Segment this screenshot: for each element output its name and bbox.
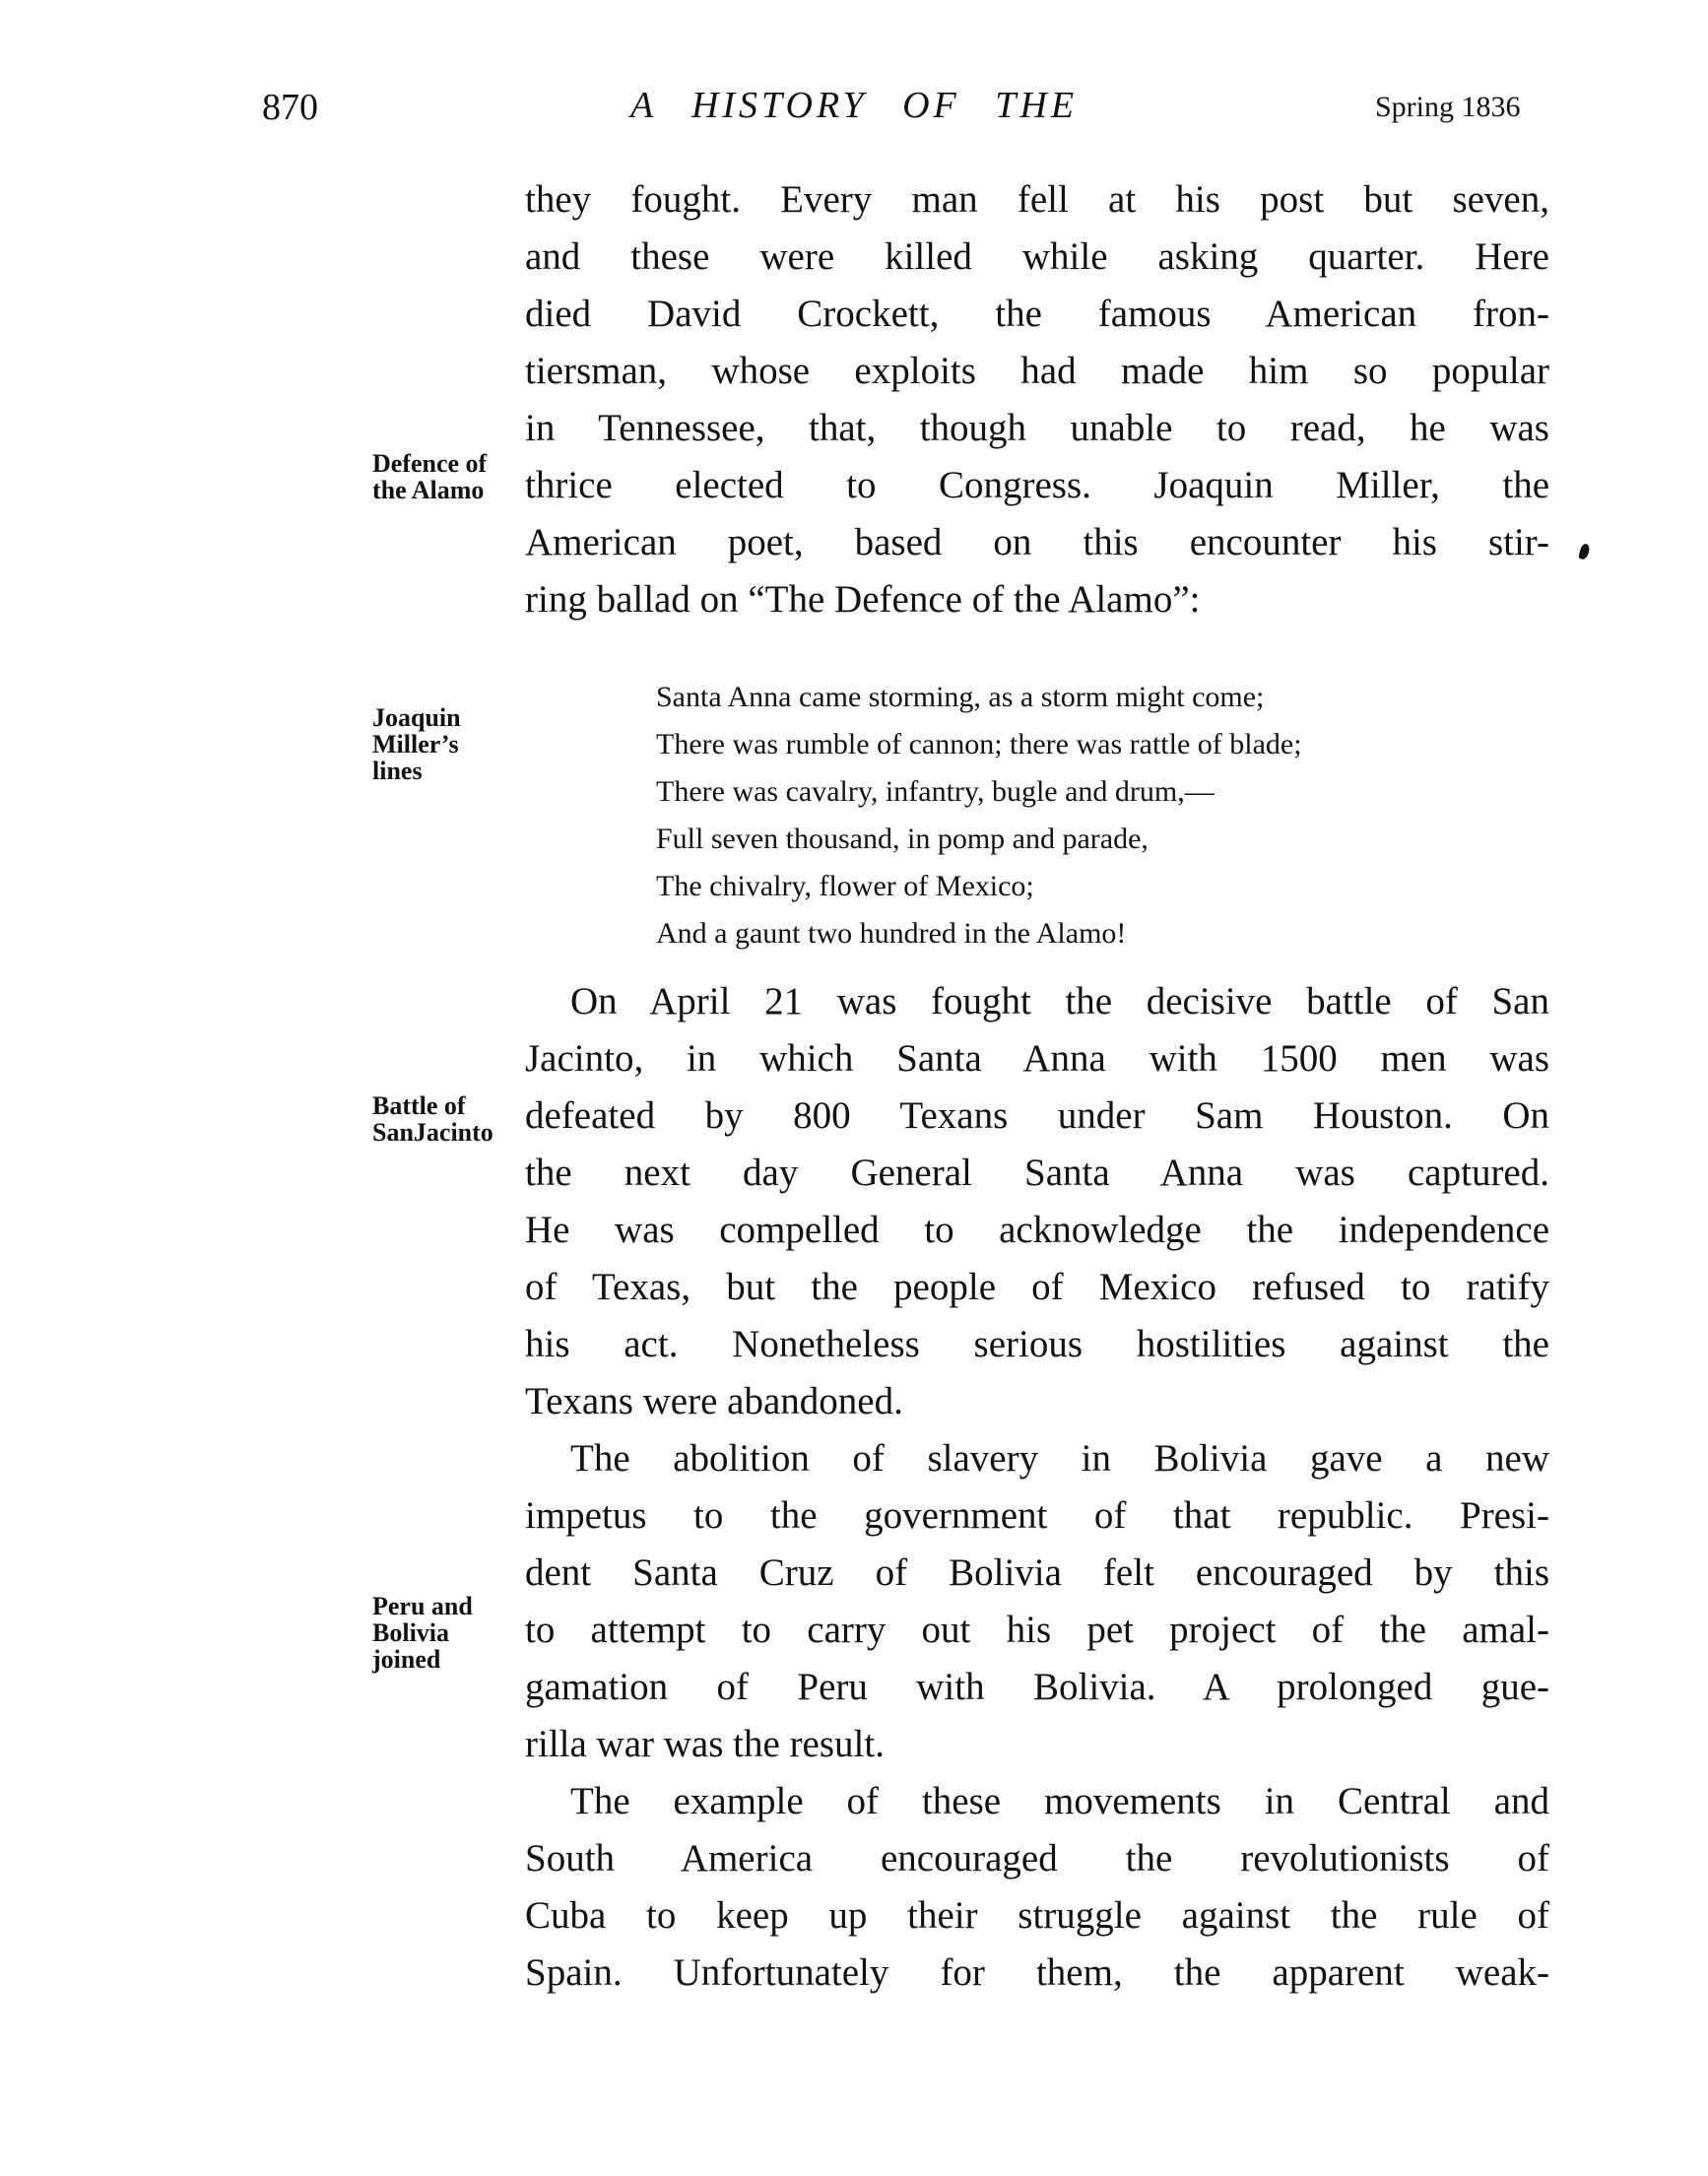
poem-defence-of-the-alamo-excerpt (656, 674, 1552, 957)
poem-line: The chivalry, flower of Mexico; (656, 870, 1034, 902)
body-text-line: Spain. Unfortunately for them, the apparent weak- (525, 1951, 1549, 1994)
poem-line: Full seven thousand, in pomp and parade, (656, 823, 1149, 855)
margin-note-line: Joaquin (372, 703, 461, 732)
body-text-line: Texans were abandoned. (525, 1380, 903, 1422)
body-text-line: to attempt to carry out his pet project of the amal- (525, 1609, 1549, 1651)
ink-speck-artifact (1578, 543, 1591, 560)
body-text-line: South America encouraged the revolutionists of (525, 1837, 1549, 1879)
body-text-line: On April 21 was fought the decisive battle of San (570, 980, 1549, 1022)
edition-date-label: Spring 1836 (1375, 91, 1521, 123)
margin-note-battle-of-san-jacinto (372, 1092, 522, 1146)
margin-note-line: the Alamo (372, 476, 485, 504)
margin-note-line: Miller’s (372, 730, 459, 758)
running-title: A HISTORY OF THE (629, 85, 1079, 126)
body-text-line: impetus to the government of that republic. Presi- (525, 1494, 1549, 1537)
body-text-line: the next day General Santa Anna was captured. (525, 1152, 1549, 1194)
poem-line: There was rumble of cannon; there was rattle of blade; (656, 728, 1302, 760)
paragraph-fall-of-the-alamo (525, 171, 1549, 628)
margin-note-line: Bolivia (372, 1618, 450, 1647)
body-text-line: He was compelled to acknowledge the independence (525, 1209, 1549, 1251)
body-text-line: they fought. Every man fell at his post but seven, (525, 178, 1549, 221)
page-number: 870 (262, 87, 318, 128)
body-text-line: ring ballad on “The Defence of the Alamo”: (525, 578, 1201, 621)
poem-line: And a gaunt two hundred in the Alamo! (656, 917, 1127, 950)
paragraph-peru-bolivia-amalgamation (525, 1430, 1549, 1773)
margin-note-peru-and-bolivia-joined (372, 1593, 522, 1673)
body-text-line: his act. Nonetheless serious hostilities against the (525, 1323, 1549, 1365)
poem-line: There was cavalry, infantry, bugle and drum,— (656, 775, 1215, 808)
margin-note-line: Battle of (372, 1091, 466, 1120)
margin-note-line: lines (372, 757, 423, 785)
body-text-line: dent Santa Cruz of Bolivia felt encouraged by this (525, 1551, 1549, 1594)
body-text-line: The example of these movements in Central and (570, 1780, 1549, 1822)
body-text-line: The abolition of slavery in Bolivia gave a new (570, 1437, 1549, 1480)
paragraph-cuba-revolutionists (525, 1773, 1549, 2002)
body-text-line: tiersman, whose exploits had made him so popular (525, 350, 1549, 392)
margin-note-line: Peru and (372, 1592, 473, 1620)
body-text-line: of Texas, but the people of Mexico refused to ratify (525, 1266, 1549, 1308)
body-text-line: gamation of Peru with Bolivia. A prolonged gue- (525, 1666, 1549, 1708)
body-text-line: American poet, based on this encounter his stir- (525, 521, 1549, 563)
body-text-line: rilla war was the result. (525, 1723, 885, 1765)
body-text-line: thrice elected to Congress. Joaquin Miller, the (525, 464, 1549, 506)
body-text-line: defeated by 800 Texans under Sam Houston. On (525, 1094, 1549, 1137)
body-text-line: in Tennessee, that, though unable to read, he was (525, 407, 1549, 449)
poem-line: Santa Anna came storming, as a storm might come; (656, 681, 1265, 713)
body-text-line: died David Crockett, the famous American fron- (525, 293, 1549, 335)
body-text-line: Cuba to keep up their struggle against the rule of (525, 1894, 1549, 1937)
margin-note-line: Defence of (372, 449, 488, 478)
body-text-line: and these were killed while asking quarter. Here (525, 235, 1549, 278)
margin-note-line: joined (372, 1645, 441, 1674)
margin-note-defence-of-the-alamo (372, 450, 522, 503)
margin-note-joaquin-millers-lines (372, 704, 522, 784)
paragraph-battle-of-san-jacinto (525, 973, 1549, 1430)
margin-note-line: SanJacinto (372, 1118, 493, 1147)
body-text-line: Jacinto, in which Santa Anna with 1500 men was (525, 1037, 1549, 1080)
